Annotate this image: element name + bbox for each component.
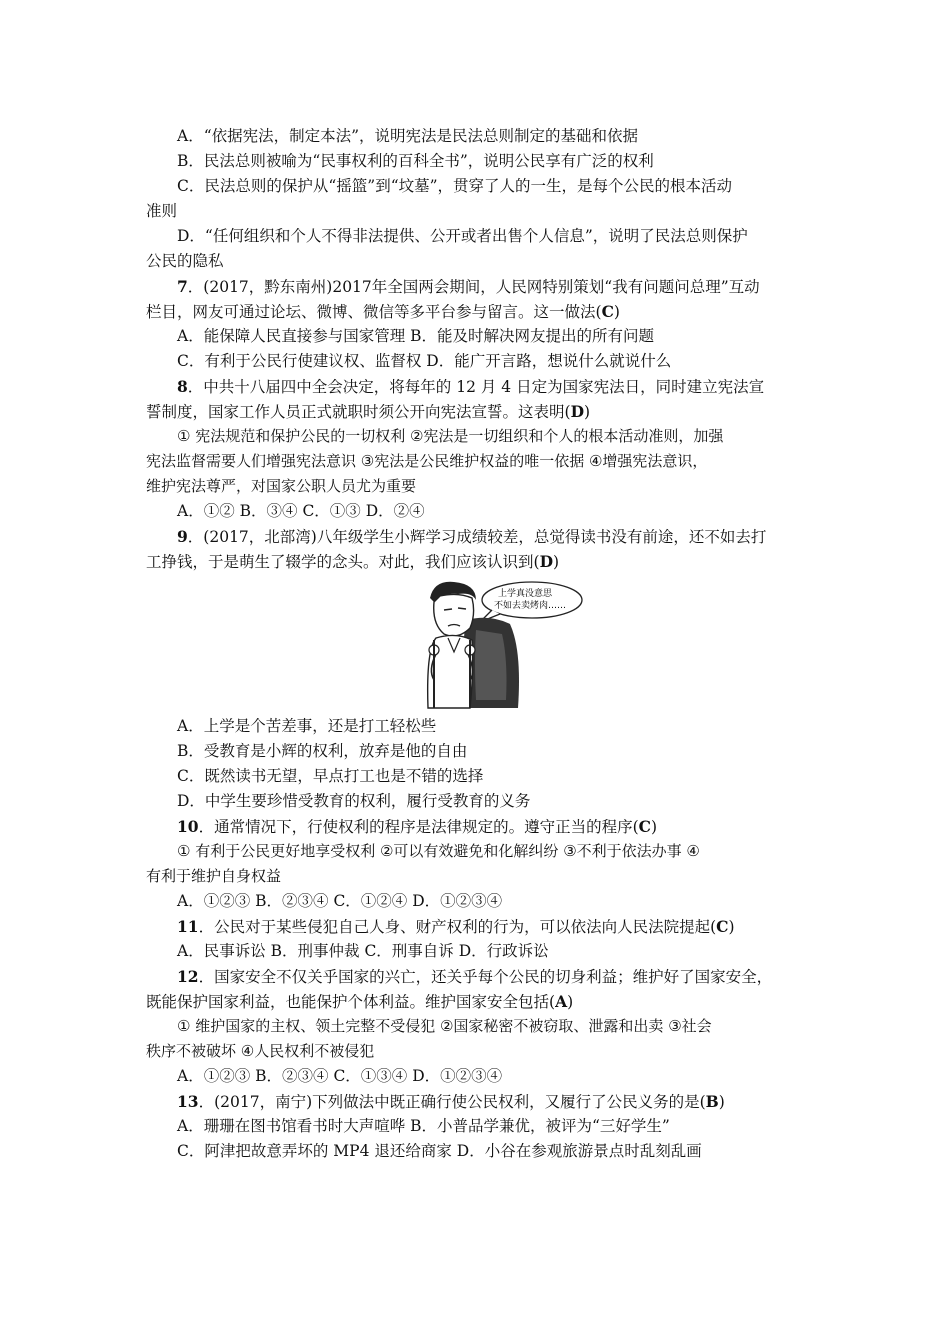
q8-options: A．①② B．③④ C．①③ D．②④ xyxy=(177,502,425,520)
q7-options-cd: C．有利于公民行使建议权、监督权 D．能广开言路，想说什么就说什么 xyxy=(177,352,672,370)
q9-option-c: C．既然读书无望，早点打工也是不错的选择 xyxy=(177,767,484,785)
q9-stem: 9．(2017，北部湾)八年级学生小辉学习成绩较差，总觉得读书没有前途，还不如去打 xyxy=(177,527,767,546)
q11-number: 11 xyxy=(177,917,199,936)
q13-options-cd: C．阿津把故意弄坏的 MP4 退还给商家 D．小谷在参观旅游景点时乱刻乱画 xyxy=(177,1142,702,1160)
document-page xyxy=(146,124,826,1164)
q6-option-c: C．民法总则的保护从“摇篮”到“坟墓”，贯穿了人的一生，是每个公民的根本活动 xyxy=(177,177,733,195)
q11-options: A．民事诉讼 B．刑事仲裁 C．刑事自诉 D．行政诉讼 xyxy=(177,942,549,960)
q8-statements-cont: 宪法监督需要人们增强宪法意识 ③宪法是公民维护权益的唯一依据 ④增强宪法意识， xyxy=(146,452,708,470)
q13-number: 13 xyxy=(177,1092,199,1111)
q10-statements: ① 有利于公民更好地享受权利 ②可以有效避免和化解纠纷 ③不利于依法办事 ④ xyxy=(177,842,700,860)
q9-cartoon-figure xyxy=(146,574,826,714)
q7-options-ab: A．能保障人民直接参与国家管理 B．能及时解决网友提出的所有问题 xyxy=(177,327,655,345)
q6-option-c-cont: 准则 xyxy=(146,202,178,220)
q12-stem-cont: 既能保护国家利益，也能保护个体利益。维护国家安全包括(A) xyxy=(146,992,574,1011)
q12-options: A．①②③ B．②③④ C．①③④ D．①②③④ xyxy=(177,1067,503,1085)
backpack-pocket xyxy=(475,630,507,700)
q8-stem-cont: 誓制度，国家工作人员正式就职时须公开向宪法宣誓。这表明(D) xyxy=(146,402,591,421)
q8-answer: D xyxy=(570,402,585,421)
q8-number: 8 xyxy=(177,377,188,396)
q10-statements-cont: 有利于维护自身权益 xyxy=(146,867,282,885)
q6-option-b: B．民法总则被喻为“民事权利的百科全书”，说明公民享有广泛的权利 xyxy=(177,152,654,170)
q7-answer: C xyxy=(601,302,614,321)
q6-option-a: A．“依据宪法，制定本法”，说明宪法是民法总则制定的基础和依据 xyxy=(177,127,639,145)
q9-option-b: B．受教育是小辉的权利，放弃是他的自由 xyxy=(177,742,468,760)
q11-answer: C xyxy=(716,917,729,936)
q10-answer: C xyxy=(638,817,651,836)
q8-statements: ① 宪法规范和保护公民的一切权利 ②宪法是一切组织和个人的根本活动准则，加强 xyxy=(177,427,724,445)
q9-stem-cont: 工挣钱，于是萌生了辍学的念头。对此，我们应该认识到(D) xyxy=(146,552,560,571)
q7-number: 7 xyxy=(177,277,188,296)
q9-option-d: D．中学生要珍惜受教育的权利，履行受教育的义务 xyxy=(177,792,531,810)
right-eye xyxy=(458,608,466,609)
face xyxy=(434,594,474,636)
q10-options: A．①②③ B．②③④ C．①②④ D．①②③④ xyxy=(177,892,503,910)
bubble-line-1: 上学真没意思 xyxy=(498,589,553,599)
q13-answer: B xyxy=(705,1092,719,1111)
q10-stem: 10．通常情况下，行使权利的程序是法律规定的。遵守正当的程序(C) xyxy=(177,817,658,836)
q9-answer: D xyxy=(539,552,554,571)
q10-number: 10 xyxy=(177,817,199,836)
student-cartoon-illustration xyxy=(414,580,584,712)
q6-option-d-cont: 公民的隐私 xyxy=(146,252,224,270)
q7-stem-cont: 栏目，网友可通过论坛、微博、微信等多平台参与留言。这一做法(C) xyxy=(146,302,620,321)
q11-stem: 11．公民对于某些侵犯自己人身、财产权利的行为，可以依法向人民法院提起(C) xyxy=(177,917,735,936)
q13-stem: 13．(2017，南宁)下列做法中既正确行使公民权利，又履行了公民义务的是(B) xyxy=(177,1092,725,1111)
q6-option-d: D．“任何组织和个人不得非法提供、公开或者出售个人信息”，说明了民法总则保护 xyxy=(177,227,748,245)
q12-stem: 12．国家安全不仅关乎国家的兴亡，还关乎每个公民的切身利益；维护好了国家安全， xyxy=(177,967,773,986)
q9-option-a: A．上学是个苦差事，还是打工轻松些 xyxy=(177,717,437,735)
q12-statements: ① 维护国家的主权、领土完整不受侵犯 ②国家秘密不被窃取、泄露和出卖 ③社会 xyxy=(177,1017,712,1035)
q12-answer: A xyxy=(555,992,568,1011)
q7-stem: 7．(2017，黔东南州)2017年全国两会期间，人民网特别策划“我有问题问总理”互动 xyxy=(177,277,760,296)
q12-statements-cont: 秩序不被破坏 ④人民权利不被侵犯 xyxy=(146,1042,375,1060)
left-eye xyxy=(444,609,452,610)
q13-options-ab: A．珊珊在图书馆看书时大声喧哗 B．小普品学兼优，被评为“三好学生” xyxy=(177,1117,670,1135)
q9-number: 9 xyxy=(177,527,188,546)
q8-statements-cont2: 维护宪法尊严，对国家公职人员尤为重要 xyxy=(146,477,417,495)
bubble-line-2: 不如去卖烤肉…… xyxy=(494,601,567,611)
q12-number: 12 xyxy=(177,967,199,986)
q8-stem: 8．中共十八届四中全会决定，将每年的 12 月 4 日定为国家宪法日，同时建立宪法宣 xyxy=(177,377,765,396)
